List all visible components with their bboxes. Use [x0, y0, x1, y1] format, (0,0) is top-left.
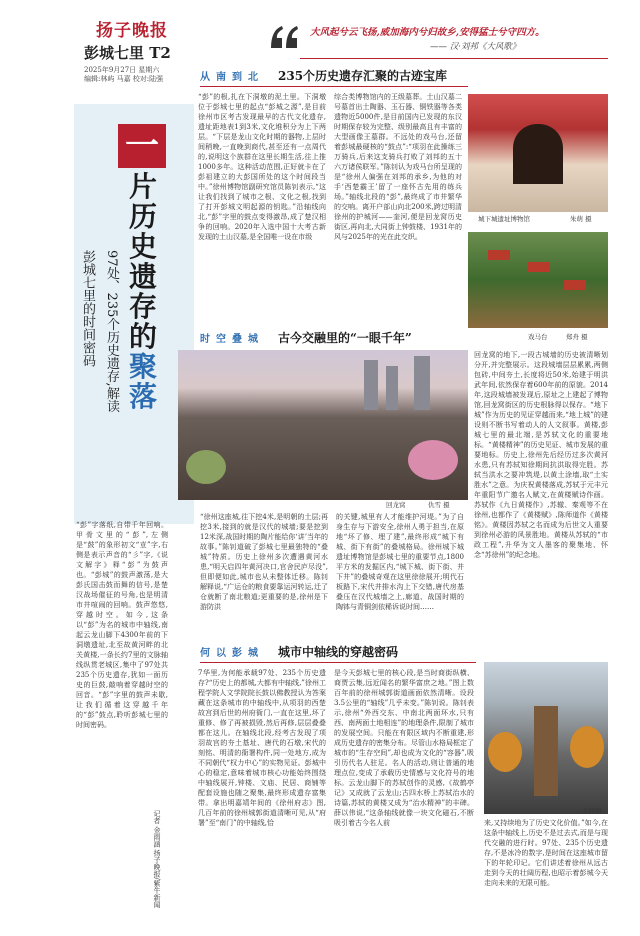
photo-3-caption: 回龙窝: [386, 501, 406, 509]
divider: [200, 662, 476, 663]
section-1-column-2: 综合类博物馆内的王级墓葬。土山汉墓二号墓首出土陶器、玉石器、铜铁器等各类遗物近5000件,是目前国内已发现的东汉时期保存较为完整、级别最高且有丰富的大型画像王墓群。不远处的戏马台,还留着彭城最硬核的“鼓点”:“项羽在此操练三万骑兵,后来这支骑兵打败了刘邦的五十六万诸侯联军。”陈钊认为戏马台所呈现的是“徐州人偏强在刘邦的承乡,为他的对手‘西楚霸王’留了一座怀古先用的练兵场。”轴线北段的“彭”,最终成了市井繁华的交响。离开户部山向北200米,跨过明清徐州的护城河——奎河,便是回龙窝历史街区,再向北,大同街上钟鼓楼、1931年的风与2025年的光在此交织。: [334, 93, 462, 241]
headline: [124, 172, 162, 412]
photo-2-credit: 郑舟 摄: [566, 333, 588, 341]
quote-mark-icon: [268, 22, 300, 50]
headline-char: 的: [128, 320, 157, 353]
publication-info: [84, 66, 163, 84]
headline-char: 史: [128, 230, 157, 263]
photo-1-caption: 城下城遗址博物馆: [478, 215, 530, 223]
section-2-header: [200, 328, 468, 346]
section-1-column-1: “彭”的根,扎在下洞墩的泥土里。下洞墩位于彭城七里的起点“彭城之源”,是目前徐州市区考古发现最早的古代文化遗存,遗址距地表1到3米,文化堆积分为上下两层。“下层是龙山文化时期的器物,上层时间稍晚,一直晚到商代,甚至还有一点周代的,说明这个族群在这里长期生活,往上推1000多年。这种活动范围,正好就卡在了彭祖建立的大彭国所处的这个时间段当中。”徐州博物馆副研究馆员陈钊表示,“这让我们找到了城市之根、文化之根,找到了打开彭城文明起源的钥匙。”沿轴线向北,“彭”字里的鼓点变得激昂,成了楚汉相争的回响。2020年入选中国十大考古新发现的土山汉墓,是全国唯一设在市级: [198, 93, 326, 241]
subheadline-left: 彭城七里的时间密码: [80, 250, 95, 367]
section-2-tag: 时空叠城: [200, 333, 264, 345]
section-1-header: [200, 66, 460, 84]
byline: 记者 金雨涵 扬子晚报/紫牛新闻: [153, 810, 161, 908]
section-3-header: [200, 642, 480, 660]
section-3-tag: 何以彭城: [200, 647, 264, 659]
intro-text: “彭”字落纸,自带千年回响。甲骨文里的“彭”,左侧是“鼓”的象形初文“壴”字,右侧是表示声音的“彡”字,《说文解字》释“彭”为鼓声也。“彭城”的鼓声激荡,是大彭氏国击鼓而舞的信号,是楚汉战场催征的号角,也是明清市井喧闹的回响。鼓声悠悠,穿越时空。如今,这条以“彭”为名的城市中轴线,南起云龙山脚下4300年前的下洞墩遗址,北至故黄河畔的北关黄楼,一条长约7里的文脉轴线纵贯老城区,集中了97处共235个历史遗存,犹如一面历史的巨鼓,敲响着穿越时空的回音。“彭”字里的鼓声未歇,让我们循着这穿越千年的“彭”鼓点,聆听彭城七里的时间密码。: [76, 521, 168, 729]
photo-datong-street: [484, 662, 608, 814]
photo-xima-terrace: [468, 232, 608, 328]
masthead-logo: 扬子晚报: [96, 21, 168, 41]
section-3-title: 城市中轴线的穿越密码: [278, 644, 399, 659]
section-2-title: 古今交融里的“一眼千年”: [278, 330, 412, 345]
headline-char: 历: [128, 200, 157, 233]
section-1-tag: 从南到北: [200, 71, 264, 83]
pull-quote-source: —— 汉·刘邦《大风歌》: [430, 42, 521, 52]
section-3-column-1: 7华里,为何能承载97处、235个历史遗存?“历史上的都城,大都有中轴线,”徐州工程学院人文学院院长鼓以佛教授认为答案藏在这条城市的中轴线中,从项羽的西楚故宫到后世的州府衙门,一直在这里,坏了重修、修了再被损毁,然后再修,层层叠叠都在这儿。在轴线北段,经考古发现了项羽故宫的夯土基址、唐代的石墩,宋代的刻铭、明清的衙署构件,同一处地方,成为不同朝代“权力中心”的实物见证。彭城中心的稳定,意味着城市核心功能始终围绕中轴线展开,钟楼、文庙、民居、商铺等配套设施也随之聚集,最终形成遗存富集带。拿出明嘉靖年间的《徐州府志》图,几百年前的徐州城郭街道清晰可见,从“府署”至“南门”的中轴线,恰: [198, 669, 326, 827]
pull-quote: 大风起兮云飞扬,威加海内兮归故乡,安得猛士兮守四方。: [310, 27, 545, 38]
section-3-column-2: 是今天彭城七里的核心段,是当时商街纵横、商贾云集,远近闻名的繁华富庶之地。”图上数百年前的徐州城郭街道画面依然清晰。设段3.5公里的“轴线”几乎未变。”陈钊说。陈钊表示,徐州“外西交东、中南北两面环水,只有西、南两面土地相连”的地理条件,限制了城市的发展空间。只能在有限区域内不断重建,形成历史遗存的密集分布。尽管山水格局框定了城市的“生存空间”,却也成为文化的“容器”,吸引历代名人驻足。名人的活动,则让普通的地理点位,变成了承载历史情感与文化符号的地标。云龙山脚下的苏轼创作的灵感,《故鹤亭记》又成就了云龙山;古四水桥上苏轼治水的诗篇,苏轼的黄楼又成为“治水精神”的丰碑。薛以伟说,“这条轴线就像一块文化磁石,不断吸引着古今名人前: [334, 669, 474, 827]
section-2-column-1: “徐州这座城,往下挖4米,是明朝的土层;再挖3米,接到的就是汉代的城墙;要是挖到12米深,战国时期的陶片能给你‘讲’当年的故事。”陈钊道破了彭城七里最独特的“叠城”特质。历史上徐州多次遭遇黄河水患,“明天启四年黄河决口,官舍民庐尽没”,但即便如此,城市也从未整体迁移。陈钊解释说,“广运仓的粮食要靠运河转运,迁了仓就断了南北粮道;更重要的是,徐州是下游防洪: [200, 513, 328, 611]
section-2-column-2: 的关键,城里有人才能维护河堤。”为了自身生存与下游安全,徐州人勇于担当,在原地“坏了修、埋了建”,最终形成“城下有城、街下有街”的叠城格局。徐州城下城遗址博物馆是彭城七里的重要节点,1800平方米的发掘区内,“城下城、街下街、井下井”的叠城奇观在这里徐徐展开;明代石板路下,宋代井排水沟上下交错,唐代房基叠压在汉代城墙之上,廊道、战国时期的陶钵与青铜剑依稀诉说时间……: [336, 513, 464, 611]
section-1-title: 235个历史遗存汇聚的古迹宝库: [278, 68, 448, 83]
photo-city-under-city-museum: [468, 94, 608, 212]
photo-3-credit: 仇雪 摄: [428, 501, 450, 509]
section-2-column-right: 回龙窝的地下,一段古城墙的历史被清晰划分开,并完整展示。这段城墙层层累累,两侧包砖,中间夯土,长度将近50米,始建于明洪武年间,依然保存着600年前的原貌。2014年,这段城墙被发现后,原址之上建起了博物馆,回龙窝街区的历史根脉得以保存。“地下城”作为历史的见证穿越而来,“地上城”的建设则不断书写着动人的人文叙事。黄楼,彭城七里的最北端,是苏轼文化的重要地标。“黄楼精神”的历史见证、城市发展的重要地标。历史上,徐州先后经历过多次黄河水患,只有苏轼知徐期间抗洪取得完胜。苏轼当洪水之要冲筑堤,以黄土涂墙,取“土实胜水”之意。为庆祝黄楼落成,苏轼于元丰元年重阳节广邀名人赋文,在黄楼赋诗作画。苏轼作《九日黄楼作》,苏辙、秦观等不在徐州,也都作了《黄楼赋》,陈师道作《黄楼铭》。黄楼因苏轼之名而成为后世文人重要到徐州必游的风景胜地。黄楼从苏轼的“市政工程”,升华为文人墨客的聚集地、怀念“苏徐州”的纪念地。: [474, 351, 608, 559]
headline-char: 片: [128, 170, 157, 203]
headline-char-accent: 聚: [128, 350, 157, 383]
photo-huilongwo-skyline: [178, 350, 468, 500]
headline-char-accent: 落: [128, 380, 157, 413]
photo-4-caption: 大同街: [582, 807, 602, 815]
headline-first-char: 一: [118, 124, 166, 168]
photo-2-caption: 戏马台: [528, 333, 548, 341]
subheadline-right: 97处、235个历史遗存,解读: [104, 250, 119, 413]
page-name: 彭城七里 T2: [84, 44, 171, 62]
headline-char: 存: [128, 290, 157, 323]
editors-line: 编辑:林屿 马嘉 校对:陆强: [84, 75, 164, 83]
divider: [200, 86, 468, 87]
divider: [300, 58, 608, 59]
headline-char: 遗: [128, 260, 157, 293]
section-3-column-3: 来,又持续地为了历史文化价值。”如今,在这条中轴线上,历史不是过去式,而是与现代交融的进行时。97处、235个历史遗存,不是冰冷的数字,是时间在这座城市留下的年轮印记。它们讲述着徐州从远古走到今天的壮阔历程,也昭示着彭城今天走向未来的无限可能。: [484, 819, 608, 887]
publication-date: 2025年9月27日 星期六: [84, 66, 160, 74]
photo-1-credit: 朱萌 摄: [570, 215, 592, 223]
